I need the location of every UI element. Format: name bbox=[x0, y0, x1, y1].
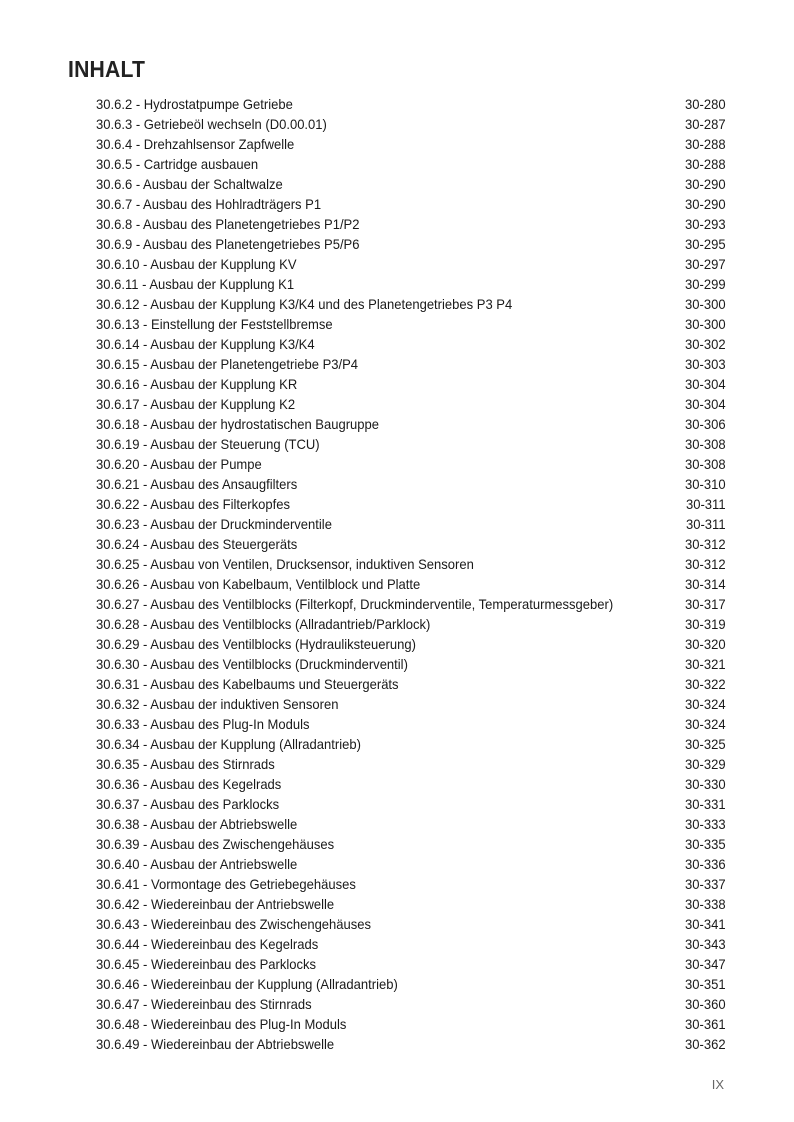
toc-entry-page: 30-280 bbox=[685, 96, 726, 112]
toc-entry-title: 30.6.26 - Ausbau von Kabelbaum, Ventilblock und Platte bbox=[96, 576, 421, 592]
toc-entry[interactable] bbox=[96, 814, 726, 834]
toc-entry-page: 30-329 bbox=[685, 756, 726, 772]
toc-entry-title: 30.6.35 - Ausbau des Stirnrads bbox=[96, 756, 275, 772]
toc-entry-page: 30-343 bbox=[685, 936, 726, 952]
toc-entry[interactable] bbox=[96, 134, 726, 154]
toc-entry-page: 30-311 bbox=[686, 496, 726, 512]
toc-entry[interactable] bbox=[96, 774, 726, 794]
toc-entry-page: 30-297 bbox=[685, 256, 726, 272]
toc-entry-title: 30.6.37 - Ausbau des Parklocks bbox=[96, 796, 280, 812]
toc-entry-title: 30.6.38 - Ausbau der Abtriebswelle bbox=[96, 816, 298, 832]
toc-entry-page: 30-347 bbox=[685, 956, 726, 972]
toc-entry-title: 30.6.27 - Ausbau des Ventilblocks (Filterkopf, Druckminderventile, Temperaturmessgeber) bbox=[96, 596, 614, 612]
toc-entry[interactable] bbox=[96, 734, 726, 754]
toc-entry-page: 30-314 bbox=[685, 576, 726, 592]
toc-entry[interactable] bbox=[96, 634, 726, 654]
toc-entry-title: 30.6.23 - Ausbau der Druckminderventile bbox=[96, 516, 332, 532]
toc-entry-page: 30-300 bbox=[685, 296, 726, 312]
toc-entry-title: 30.6.4 - Drehzahlsensor Zapfwelle bbox=[96, 136, 295, 152]
toc-entry[interactable] bbox=[96, 834, 726, 854]
toc-entry-page: 30-306 bbox=[685, 416, 726, 432]
toc-entry[interactable] bbox=[96, 794, 726, 814]
toc-entry-page: 30-338 bbox=[685, 896, 726, 912]
toc-entry-page: 30-311 bbox=[686, 516, 726, 532]
toc-entry[interactable] bbox=[96, 514, 726, 534]
toc-entry[interactable] bbox=[96, 174, 726, 194]
toc-entry[interactable] bbox=[96, 974, 726, 994]
toc-entry-page: 30-288 bbox=[685, 156, 726, 172]
toc-entry-title: 30.6.46 - Wiedereinbau der Kupplung (Allradantrieb) bbox=[96, 976, 398, 992]
toc-entry-title: 30.6.3 - Getriebeöl wechseln (D0.00.01) bbox=[96, 116, 327, 132]
page-number: IX bbox=[711, 1077, 724, 1092]
toc-entry-page: 30-360 bbox=[685, 996, 726, 1012]
toc-entry[interactable] bbox=[96, 434, 726, 454]
toc-entry[interactable] bbox=[96, 554, 726, 574]
toc-entry-page: 30-335 bbox=[685, 836, 726, 852]
toc-entry[interactable] bbox=[96, 614, 726, 634]
toc-entry-title: 30.6.48 - Wiedereinbau des Plug-In Moduls bbox=[96, 1016, 347, 1032]
toc-entry-page: 30-361 bbox=[685, 1016, 726, 1032]
toc-entry-title: 30.6.25 - Ausbau von Ventilen, Drucksensor, induktiven Sensoren bbox=[96, 556, 474, 572]
toc-entry-title: 30.6.9 - Ausbau des Planetengetriebes P5/P6 bbox=[96, 236, 360, 252]
toc-entry-page: 30-336 bbox=[685, 856, 726, 872]
toc-entry-title: 30.6.10 - Ausbau der Kupplung KV bbox=[96, 256, 297, 272]
toc-entry-page: 30-303 bbox=[685, 356, 726, 372]
toc-entry-title: 30.6.6 - Ausbau der Schaltwalze bbox=[96, 176, 283, 192]
toc-entry-title: 30.6.7 - Ausbau des Hohlradträgers P1 bbox=[96, 196, 322, 212]
toc-entry-page: 30-341 bbox=[685, 916, 726, 932]
toc-entry-page: 30-331 bbox=[685, 796, 726, 812]
toc-entry[interactable] bbox=[96, 694, 726, 714]
toc-entry-title: 30.6.24 - Ausbau des Steuergeräts bbox=[96, 536, 298, 552]
toc-entry-page: 30-295 bbox=[685, 236, 726, 252]
toc-entry[interactable] bbox=[96, 354, 726, 374]
toc-entry-title: 30.6.39 - Ausbau des Zwischengehäuses bbox=[96, 836, 335, 852]
toc-entry[interactable] bbox=[96, 754, 726, 774]
toc-entry[interactable] bbox=[96, 994, 726, 1014]
toc-entry-title: 30.6.36 - Ausbau des Kegelrads bbox=[96, 776, 282, 792]
toc-entry-page: 30-308 bbox=[685, 436, 726, 452]
toc-entry-page: 30-319 bbox=[685, 616, 726, 632]
toc-entry[interactable] bbox=[96, 394, 726, 414]
toc-entry-title: 30.6.21 - Ausbau des Ansaugfilters bbox=[96, 476, 298, 492]
toc-entry[interactable] bbox=[96, 594, 726, 614]
toc-entry-page: 30-310 bbox=[685, 476, 726, 492]
toc-entry-title: 30.6.30 - Ausbau des Ventilblocks (Druckminderventil) bbox=[96, 656, 408, 672]
toc-entry-page: 30-300 bbox=[685, 316, 726, 332]
toc-entry-page: 30-287 bbox=[685, 116, 726, 132]
toc-entry-page: 30-290 bbox=[685, 176, 726, 192]
toc-entry-page: 30-322 bbox=[685, 676, 726, 692]
toc-entry-page: 30-317 bbox=[685, 596, 726, 612]
toc-entry[interactable] bbox=[96, 534, 726, 554]
toc-entry-page: 30-288 bbox=[685, 136, 726, 152]
page-title: INHALT bbox=[68, 56, 146, 82]
toc-entry-page: 30-290 bbox=[685, 196, 726, 212]
toc-entry-page: 30-312 bbox=[685, 556, 726, 572]
toc-entry-title: 30.6.41 - Vormontage des Getriebegehäuses bbox=[96, 876, 356, 892]
toc-entry-title: 30.6.13 - Einstellung der Feststellbremse bbox=[96, 316, 333, 332]
toc-entry[interactable] bbox=[96, 294, 726, 314]
toc-entry-title: 30.6.18 - Ausbau der hydrostatischen Baugruppe bbox=[96, 416, 380, 432]
toc-entry[interactable] bbox=[96, 214, 726, 234]
toc-entry[interactable] bbox=[96, 934, 726, 954]
table-of-contents bbox=[96, 94, 726, 1054]
toc-entry[interactable] bbox=[96, 654, 726, 674]
toc-entry-title: 30.6.17 - Ausbau der Kupplung K2 bbox=[96, 396, 296, 412]
toc-entry-page: 30-325 bbox=[685, 736, 726, 752]
toc-entry-title: 30.6.47 - Wiedereinbau des Stirnrads bbox=[96, 996, 312, 1012]
toc-entry-title: 30.6.12 - Ausbau der Kupplung K3/K4 und des Planetengetriebes P3 P4 bbox=[96, 296, 513, 312]
toc-entry-title: 30.6.8 - Ausbau des Planetengetriebes P1/P2 bbox=[96, 216, 360, 232]
toc-entry-title: 30.6.15 - Ausbau der Planetengetriebe P3/P4 bbox=[96, 356, 359, 372]
toc-entry[interactable] bbox=[96, 1014, 726, 1034]
toc-entry-title: 30.6.20 - Ausbau der Pumpe bbox=[96, 456, 262, 472]
toc-entry-title: 30.6.44 - Wiedereinbau des Kegelrads bbox=[96, 936, 319, 952]
toc-entry-title: 30.6.45 - Wiedereinbau des Parklocks bbox=[96, 956, 317, 972]
toc-entry[interactable] bbox=[96, 374, 726, 394]
toc-entry-page: 30-304 bbox=[685, 376, 726, 392]
toc-entry[interactable] bbox=[96, 894, 726, 914]
toc-entry-title: 30.6.14 - Ausbau der Kupplung K3/K4 bbox=[96, 336, 315, 352]
toc-entry[interactable] bbox=[96, 874, 726, 894]
toc-entry-title: 30.6.22 - Ausbau des Filterkopfes bbox=[96, 496, 290, 512]
toc-entry[interactable] bbox=[96, 194, 726, 214]
toc-entry-title: 30.6.11 - Ausbau der Kupplung K1 bbox=[96, 276, 295, 292]
toc-entry-title: 30.6.33 - Ausbau des Plug-In Moduls bbox=[96, 716, 310, 732]
toc-entry[interactable] bbox=[96, 234, 726, 254]
toc-entry[interactable] bbox=[96, 254, 726, 274]
toc-entry-title: 30.6.29 - Ausbau des Ventilblocks (Hydrauliksteuerung) bbox=[96, 636, 416, 652]
toc-entry-page: 30-321 bbox=[685, 656, 726, 672]
toc-entry-page: 30-324 bbox=[685, 716, 726, 732]
toc-entry-page: 30-304 bbox=[685, 396, 726, 412]
toc-entry[interactable] bbox=[96, 674, 726, 694]
toc-entry-title: 30.6.34 - Ausbau der Kupplung (Allradantrieb) bbox=[96, 736, 361, 752]
toc-entry-page: 30-293 bbox=[685, 216, 726, 232]
toc-entry[interactable] bbox=[96, 274, 726, 294]
toc-entry[interactable] bbox=[96, 494, 726, 514]
toc-entry-title: 30.6.2 - Hydrostatpumpe Getriebe bbox=[96, 96, 293, 112]
toc-entry-page: 30-312 bbox=[685, 536, 726, 552]
toc-entry-page: 30-333 bbox=[685, 816, 726, 832]
toc-entry-title: 30.6.49 - Wiedereinbau der Abtriebswelle bbox=[96, 1036, 335, 1052]
toc-entry[interactable] bbox=[96, 714, 726, 734]
toc-entry[interactable] bbox=[96, 114, 726, 134]
toc-entry-page: 30-330 bbox=[685, 776, 726, 792]
toc-entry-title: 30.6.40 - Ausbau der Antriebswelle bbox=[96, 856, 298, 872]
toc-entry-title: 30.6.31 - Ausbau des Kabelbaums und Steuergeräts bbox=[96, 676, 399, 692]
toc-entry-title: 30.6.42 - Wiedereinbau der Antriebswelle bbox=[96, 896, 335, 912]
toc-entry[interactable] bbox=[96, 954, 726, 974]
toc-entry-page: 30-320 bbox=[685, 636, 726, 652]
toc-entry[interactable] bbox=[96, 154, 726, 174]
toc-entry[interactable] bbox=[96, 334, 726, 354]
toc-entry-title: 30.6.5 - Cartridge ausbauen bbox=[96, 156, 259, 172]
toc-entry[interactable] bbox=[96, 454, 726, 474]
toc-entry-page: 30-351 bbox=[685, 976, 726, 992]
toc-entry-title: 30.6.19 - Ausbau der Steuerung (TCU) bbox=[96, 436, 320, 452]
toc-entry-title: 30.6.16 - Ausbau der Kupplung KR bbox=[96, 376, 298, 392]
toc-entry[interactable] bbox=[96, 414, 726, 434]
toc-entry[interactable] bbox=[96, 94, 726, 114]
toc-entry-title: 30.6.32 - Ausbau der induktiven Sensoren bbox=[96, 696, 339, 712]
toc-entry-page: 30-308 bbox=[685, 456, 726, 472]
toc-entry-title: 30.6.43 - Wiedereinbau des Zwischengehäuses bbox=[96, 916, 372, 932]
toc-entry-page: 30-324 bbox=[685, 696, 726, 712]
toc-entry[interactable] bbox=[96, 854, 726, 874]
toc-entry[interactable] bbox=[96, 574, 726, 594]
toc-entry-page: 30-362 bbox=[685, 1036, 726, 1052]
toc-entry-title: 30.6.28 - Ausbau des Ventilblocks (Allradantrieb/Parklock) bbox=[96, 616, 431, 632]
toc-entry-page: 30-302 bbox=[685, 336, 726, 352]
toc-entry[interactable] bbox=[96, 474, 726, 494]
toc-entry-page: 30-299 bbox=[685, 276, 726, 292]
toc-entry[interactable] bbox=[96, 914, 726, 934]
toc-entry[interactable] bbox=[96, 1034, 726, 1054]
toc-entry[interactable] bbox=[96, 314, 726, 334]
toc-entry-page: 30-337 bbox=[685, 876, 726, 892]
